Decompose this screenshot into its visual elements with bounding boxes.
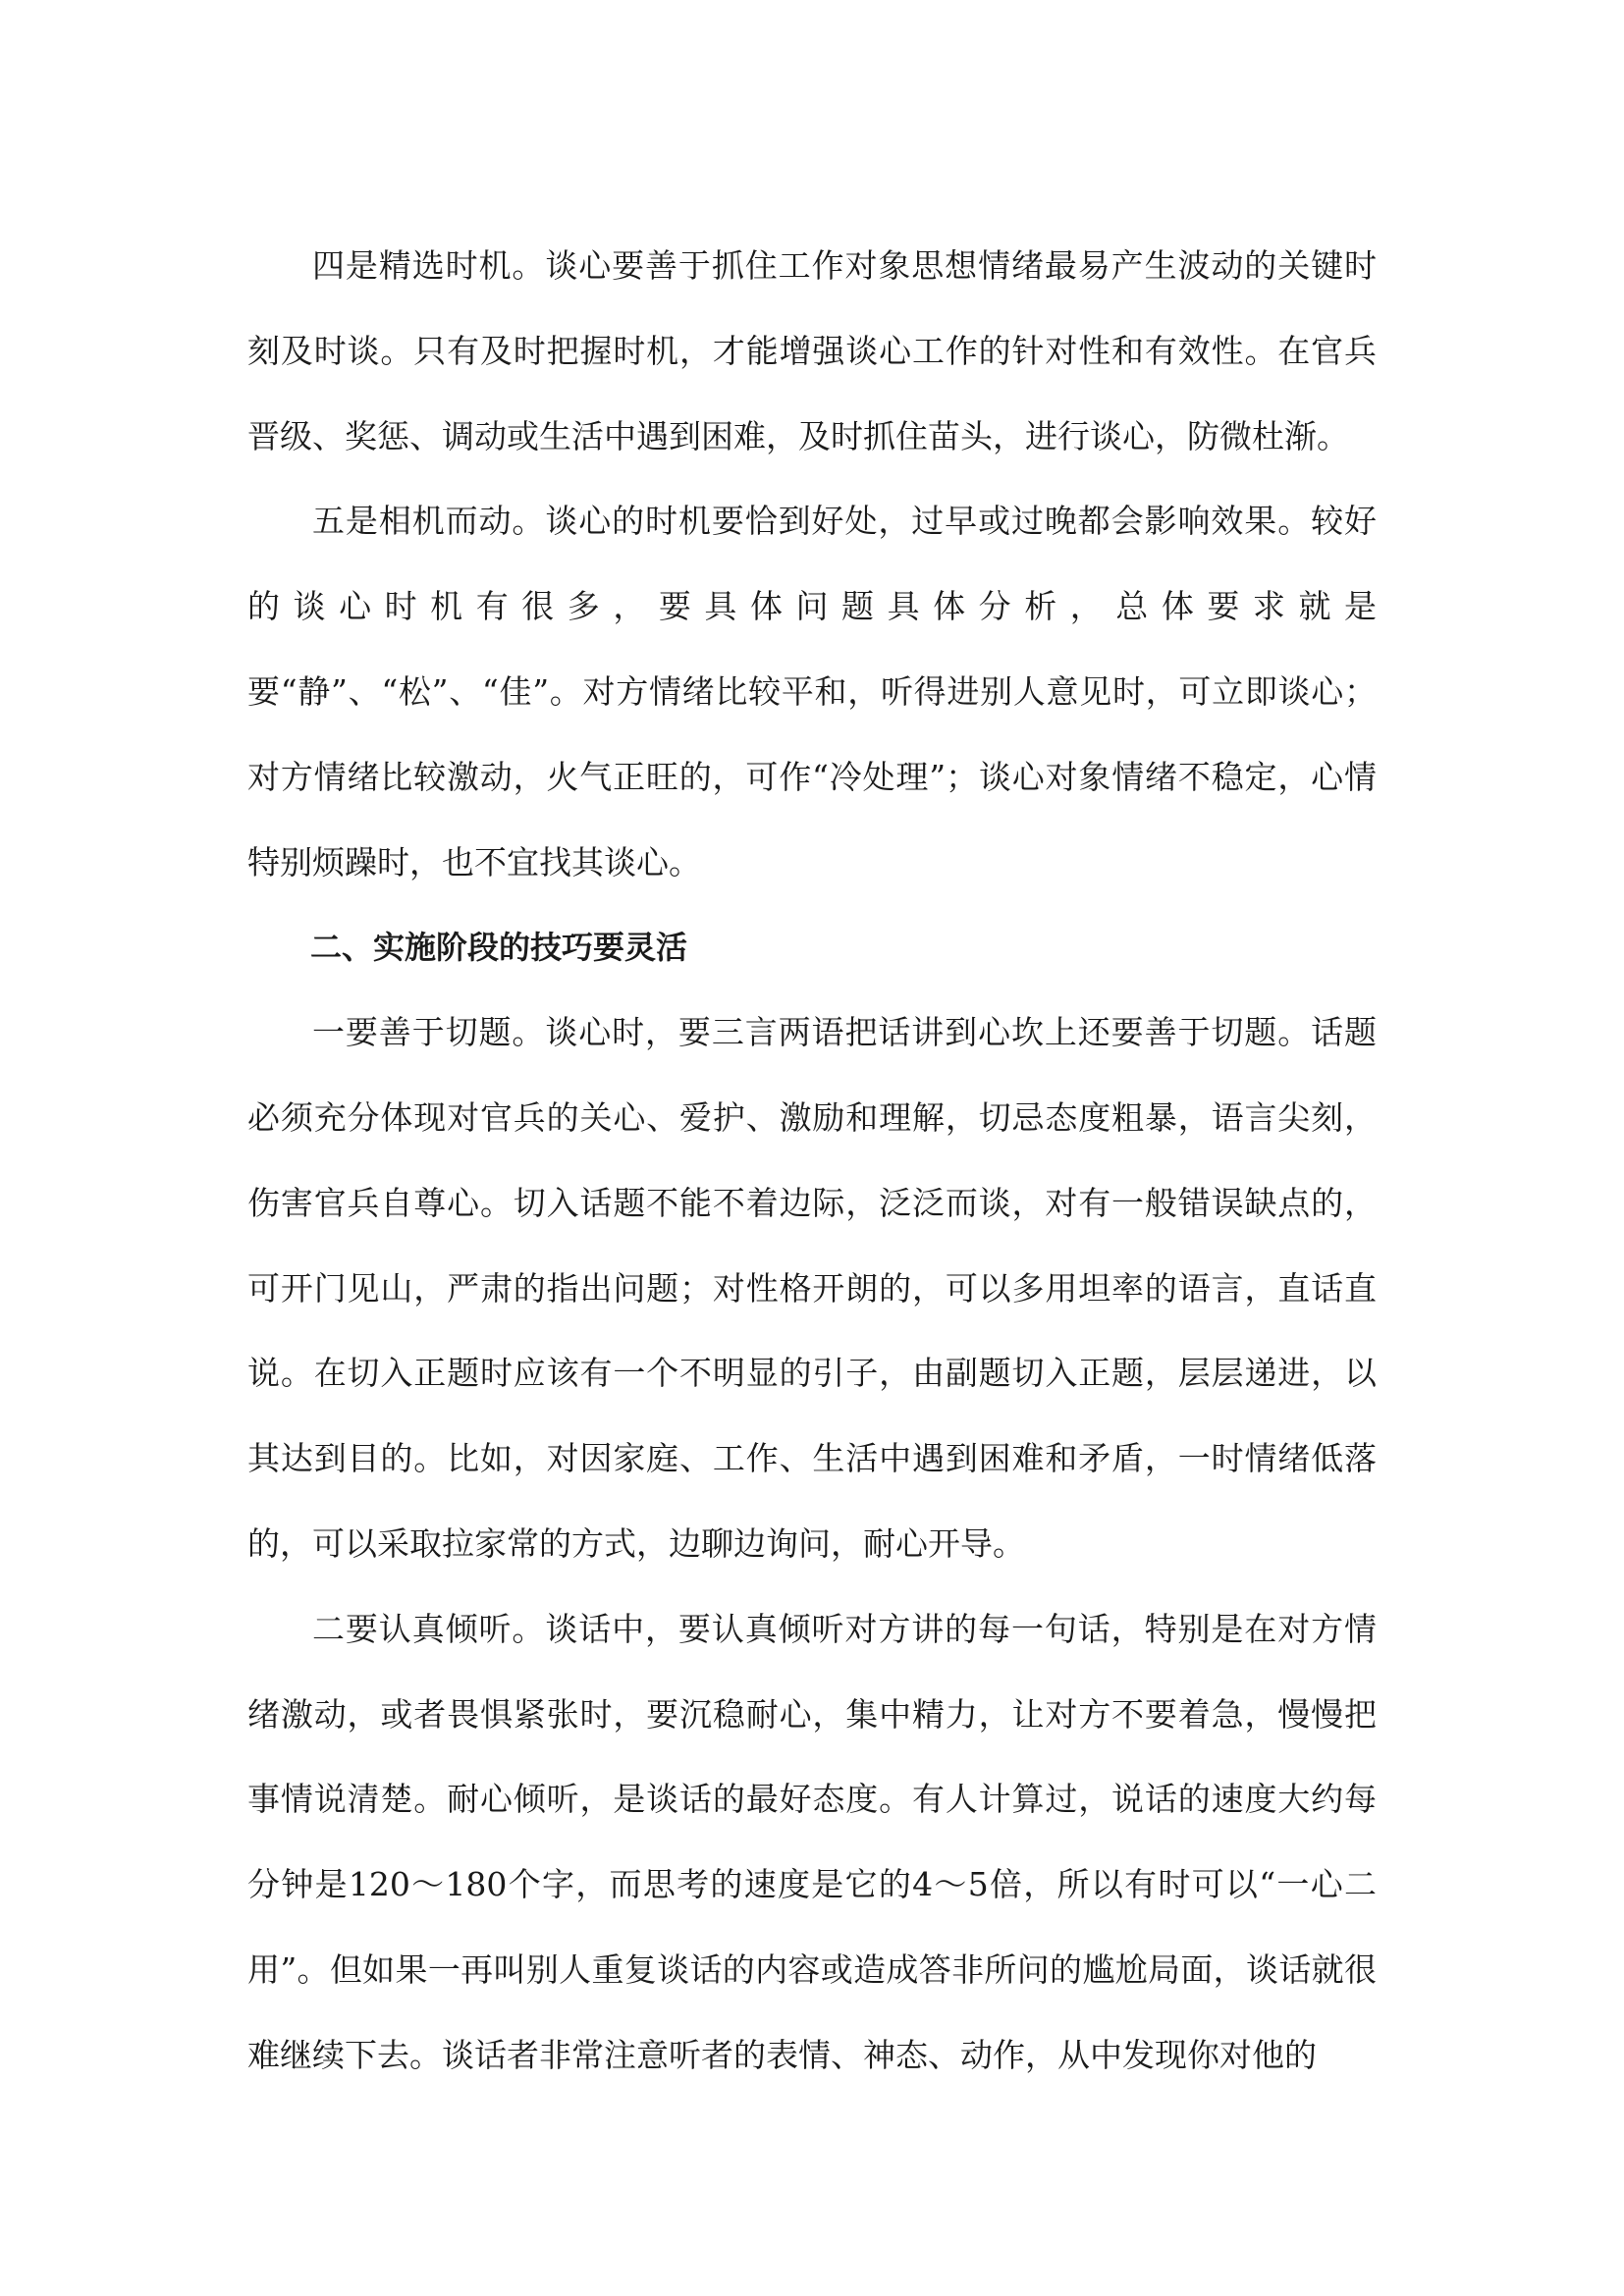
paragraph-first-point: 一要善于切题。谈心时，要三言两语把话讲到心坎上还要善于切题。话题必须充分体现对官兵的关心、爱护、激励和理解，切忌态度粗暴，语言尖刻，伤害官兵自尊心。切入话题不能不着边际，泛泛而谈，对有一般错误缺点的，可开门见山，严肃的指出问题；对性格开朗的，可以多用坦率的语言，直话直说。在切入正题时应该有一个不明显的引子，由副题切入正题，层层递进，以其达到目的。比如，对因家庭、工作、生活中遇到困难和矛盾，一时情绪低落的，可以采取拉家常的方式，边聊边询问，耐心开导。 bbox=[247, 1013, 1377, 1563]
paragraph-fifth-point: 五是相机而动。谈心的时机要恰到好处，过早或过晚都会影响效果。较好的谈心时机有很多，要具体问题具体分析，总体要求就是要“静”、“松”、“佳”。对方情绪比较平和，听得进别人意见时，可立即谈心；对方情绪比较激动，火气正旺的，可作“冷处理”；谈心对象情绪不稳定，心情特别烦躁时，也不宜找其谈心。 bbox=[247, 502, 1377, 881]
section-heading: 二、实施阶段的技巧要灵活 bbox=[310, 929, 688, 967]
paragraph-second-point: 二要认真倾听。谈话中，要认真倾听对方讲的每一句话，特别是在对方情绪激动，或者畏惧紧张时，要沉稳耐心，集中精力，让对方不要着急，慢慢把事情说清楚。耐心倾听，是谈话的最好态度。有人计算过，说话的速度大约每分钟是120～180个字，而思考的速度是它的4～5倍，所以有时可以“一心二用”。但如果一再叫别人重复谈话的内容或造成答非所问的尴尬局面，谈话就很难继续下去。谈话者非常注意听者的表情、神态、动作，从中发现你对他的 bbox=[247, 1609, 1377, 2074]
paragraph-fourth-point: 四是精选时机。谈心要善于抓住工作对象思想情绪最易产生波动的关键时刻及时谈。只有及时把握时机，才能增强谈心工作的针对性和有效性。在官兵晋级、奖惩、调动或生活中遇到困难，及时抓住苗头，进行谈心，防微杜渐。 bbox=[247, 246, 1377, 455]
document-page bbox=[247, 224, 1377, 2099]
